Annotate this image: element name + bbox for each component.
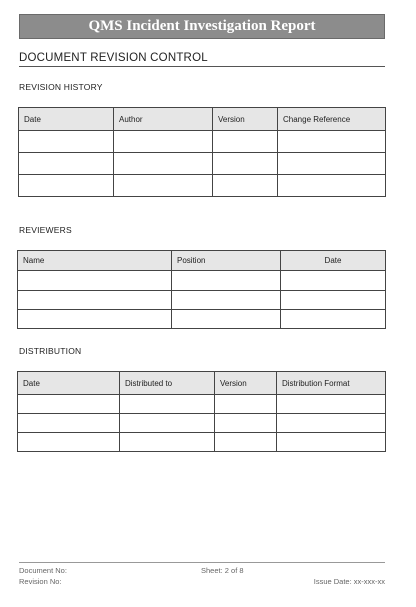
table-cell[interactable] — [120, 414, 215, 433]
column-header-name: Name — [18, 251, 172, 271]
table-cell[interactable] — [172, 291, 281, 310]
table-row — [18, 310, 386, 329]
table-cell[interactable] — [19, 131, 114, 153]
footer-document-no: Document No: — [19, 566, 67, 575]
table-cell[interactable] — [213, 175, 278, 197]
column-header-author: Author — [114, 108, 213, 131]
footer-issue-date: Issue Date: xx-xxx-xx — [313, 577, 385, 586]
table-cell[interactable] — [172, 310, 281, 329]
footer-sheet-number: Sheet: 2 of 8 — [201, 566, 244, 575]
table-row — [19, 175, 386, 197]
table-row — [19, 131, 386, 153]
column-header-version: Version — [215, 372, 277, 395]
table-cell[interactable] — [215, 395, 277, 414]
column-header-version: Version — [213, 108, 278, 131]
column-header-date: Date — [281, 251, 386, 271]
column-header-distributed-to: Distributed to — [120, 372, 215, 395]
column-header-position: Position — [172, 251, 281, 271]
table-cell[interactable] — [18, 310, 172, 329]
report-title-banner — [19, 14, 385, 39]
table-cell[interactable] — [277, 433, 386, 452]
revision-history-heading: REVISION HISTORY — [19, 82, 103, 92]
table-cell[interactable] — [120, 395, 215, 414]
table-row — [18, 395, 386, 414]
document-section-title: DOCUMENT REVISION CONTROL — [19, 52, 208, 64]
table-cell[interactable] — [18, 414, 120, 433]
table-cell[interactable] — [19, 153, 114, 175]
table-cell[interactable] — [114, 131, 213, 153]
table-cell[interactable] — [277, 395, 386, 414]
column-header-change-reference: Change Reference — [278, 108, 386, 131]
table-row — [18, 433, 386, 452]
table-cell[interactable] — [278, 175, 386, 197]
reviewers-heading: REVIEWERS — [19, 225, 72, 235]
table-row — [18, 414, 386, 433]
table-cell[interactable] — [281, 271, 386, 291]
table-row — [18, 291, 386, 310]
table-row — [18, 271, 386, 291]
table-cell[interactable] — [120, 433, 215, 452]
table-header-row — [18, 372, 386, 395]
title-divider — [19, 66, 385, 67]
table-cell[interactable] — [18, 395, 120, 414]
table-cell[interactable] — [18, 433, 120, 452]
table-cell[interactable] — [215, 414, 277, 433]
table-cell[interactable] — [18, 291, 172, 310]
table-cell[interactable] — [213, 131, 278, 153]
table-cell[interactable] — [213, 153, 278, 175]
table-cell[interactable] — [18, 271, 172, 291]
column-header-date: Date — [18, 372, 120, 395]
table-cell[interactable] — [278, 131, 386, 153]
column-header-date: Date — [19, 108, 114, 131]
table-header-row — [19, 108, 386, 131]
table-cell[interactable] — [114, 175, 213, 197]
table-cell[interactable] — [172, 271, 281, 291]
distribution-table — [17, 371, 386, 452]
footer-divider — [19, 562, 385, 563]
table-row — [19, 153, 386, 175]
table-cell[interactable] — [278, 153, 386, 175]
table-cell[interactable] — [281, 310, 386, 329]
footer-revision-no: Revision No: — [19, 577, 62, 586]
table-cell[interactable] — [114, 153, 213, 175]
distribution-heading: DISTRIBUTION — [19, 346, 82, 356]
table-cell[interactable] — [277, 414, 386, 433]
table-cell[interactable] — [281, 291, 386, 310]
column-header-distribution-format: Distribution Format — [277, 372, 386, 395]
table-cell[interactable] — [19, 175, 114, 197]
report-title: QMS Incident Investigation Report — [88, 18, 316, 34]
reviewers-table — [17, 250, 386, 329]
table-cell[interactable] — [215, 433, 277, 452]
table-header-row — [18, 251, 386, 271]
revision-history-table — [18, 107, 386, 197]
